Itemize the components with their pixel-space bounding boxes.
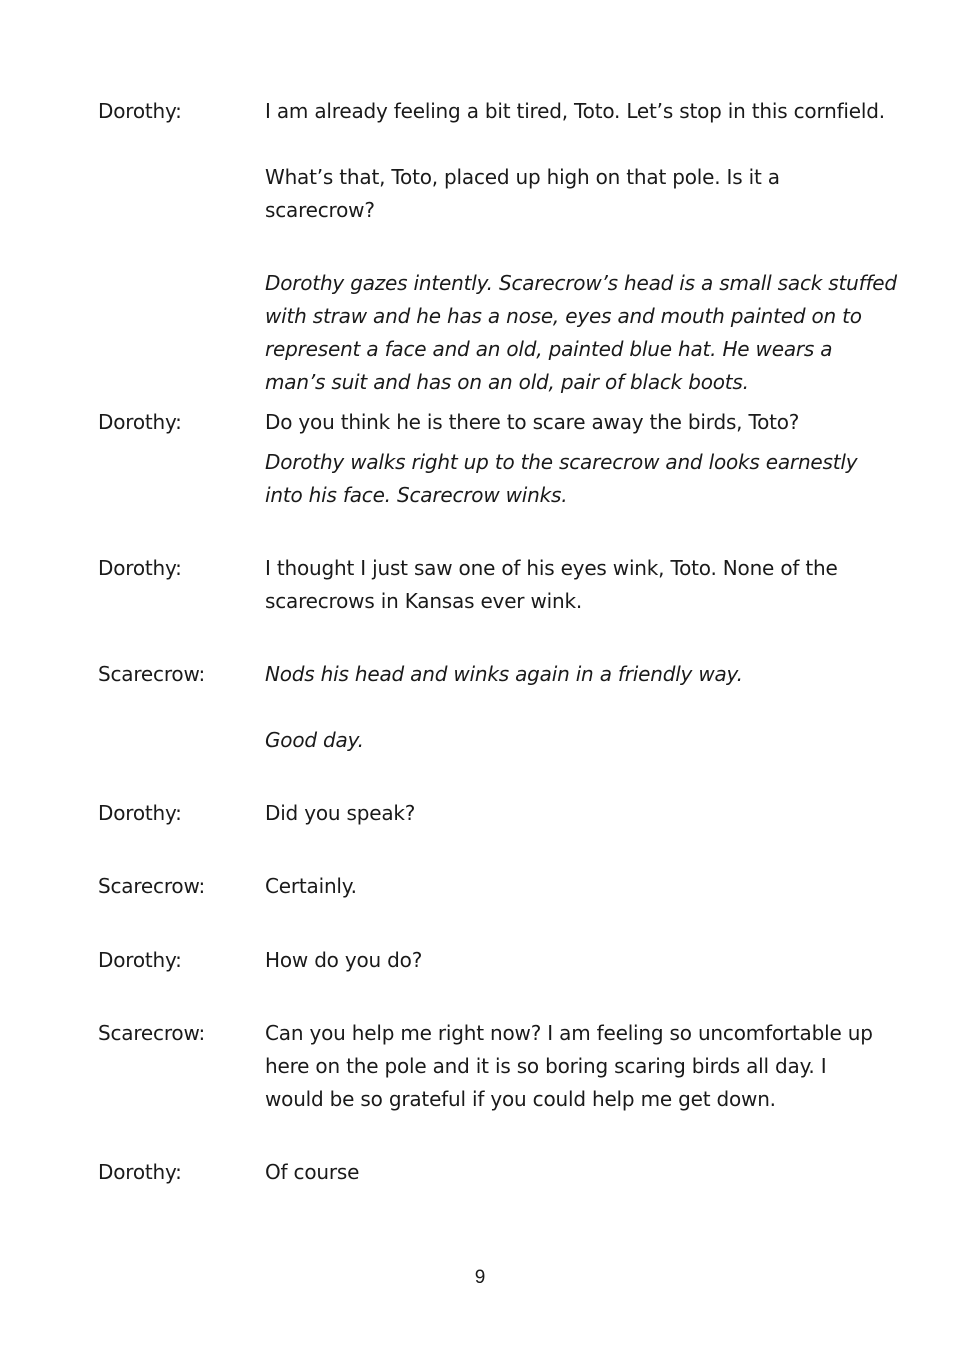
dialogue-line: Do you think he is there to scare away the birds, Toto?: [265, 410, 800, 434]
stage-direction-line: into his face. Scarecrow winks.: [265, 483, 568, 507]
dialogue-line: here on the pole and it is so boring scaring birds all day. I: [265, 1054, 827, 1078]
page-number: 9: [474, 1267, 486, 1288]
dialogue-line: I thought I just saw one of his eyes wink, Toto. None of the: [265, 556, 838, 580]
speaker-name: Scarecrow:: [98, 1021, 206, 1045]
speaker-name: Scarecrow:: [98, 874, 206, 898]
dialogue-line: would be so grateful if you could help me get down.: [265, 1087, 776, 1111]
stage-direction-line: Dorothy walks right up to the scarecrow and looks earnestly: [265, 450, 858, 474]
dialogue-line: Did you speak?: [265, 801, 416, 825]
stage-direction-line: Dorothy gazes intently. Scarecrow’s head is a small sack stuffed: [265, 271, 897, 295]
dialogue-line: What’s that, Toto, placed up high on that pole. Is it a: [265, 165, 780, 189]
speaker-name: Dorothy:: [98, 556, 182, 580]
stage-direction-line: man’s suit and has on an old, pair of black boots.: [265, 370, 749, 394]
speaker-name: Dorothy:: [98, 99, 182, 123]
dialogue-line: Certainly.: [265, 874, 357, 898]
dialogue-line: How do you do?: [265, 948, 423, 972]
stage-direction-line: Good day.: [265, 728, 364, 752]
dialogue-line: Of course: [265, 1160, 360, 1184]
dialogue-line: scarecrow?: [265, 198, 375, 222]
dialogue-line: I am already feeling a bit tired, Toto. Let’s stop in this cornfield.: [265, 99, 885, 123]
stage-direction-line: represent a face and an old, painted blue hat. He wears a: [265, 337, 833, 361]
stage-direction-line: Nods his head and winks again in a friendly way.: [265, 662, 743, 686]
dialogue-line: scarecrows in Kansas ever wink.: [265, 589, 583, 613]
dialogue-line: Can you help me right now? I am feeling so uncomfortable up: [265, 1021, 873, 1045]
speaker-name: Scarecrow:: [98, 662, 206, 686]
speaker-name: Dorothy:: [98, 948, 182, 972]
stage-direction-line: with straw and he has a nose, eyes and mouth painted on to: [265, 304, 862, 328]
speaker-name: Dorothy:: [98, 801, 182, 825]
speaker-name: Dorothy:: [98, 1160, 182, 1184]
speaker-name: Dorothy:: [98, 410, 182, 434]
